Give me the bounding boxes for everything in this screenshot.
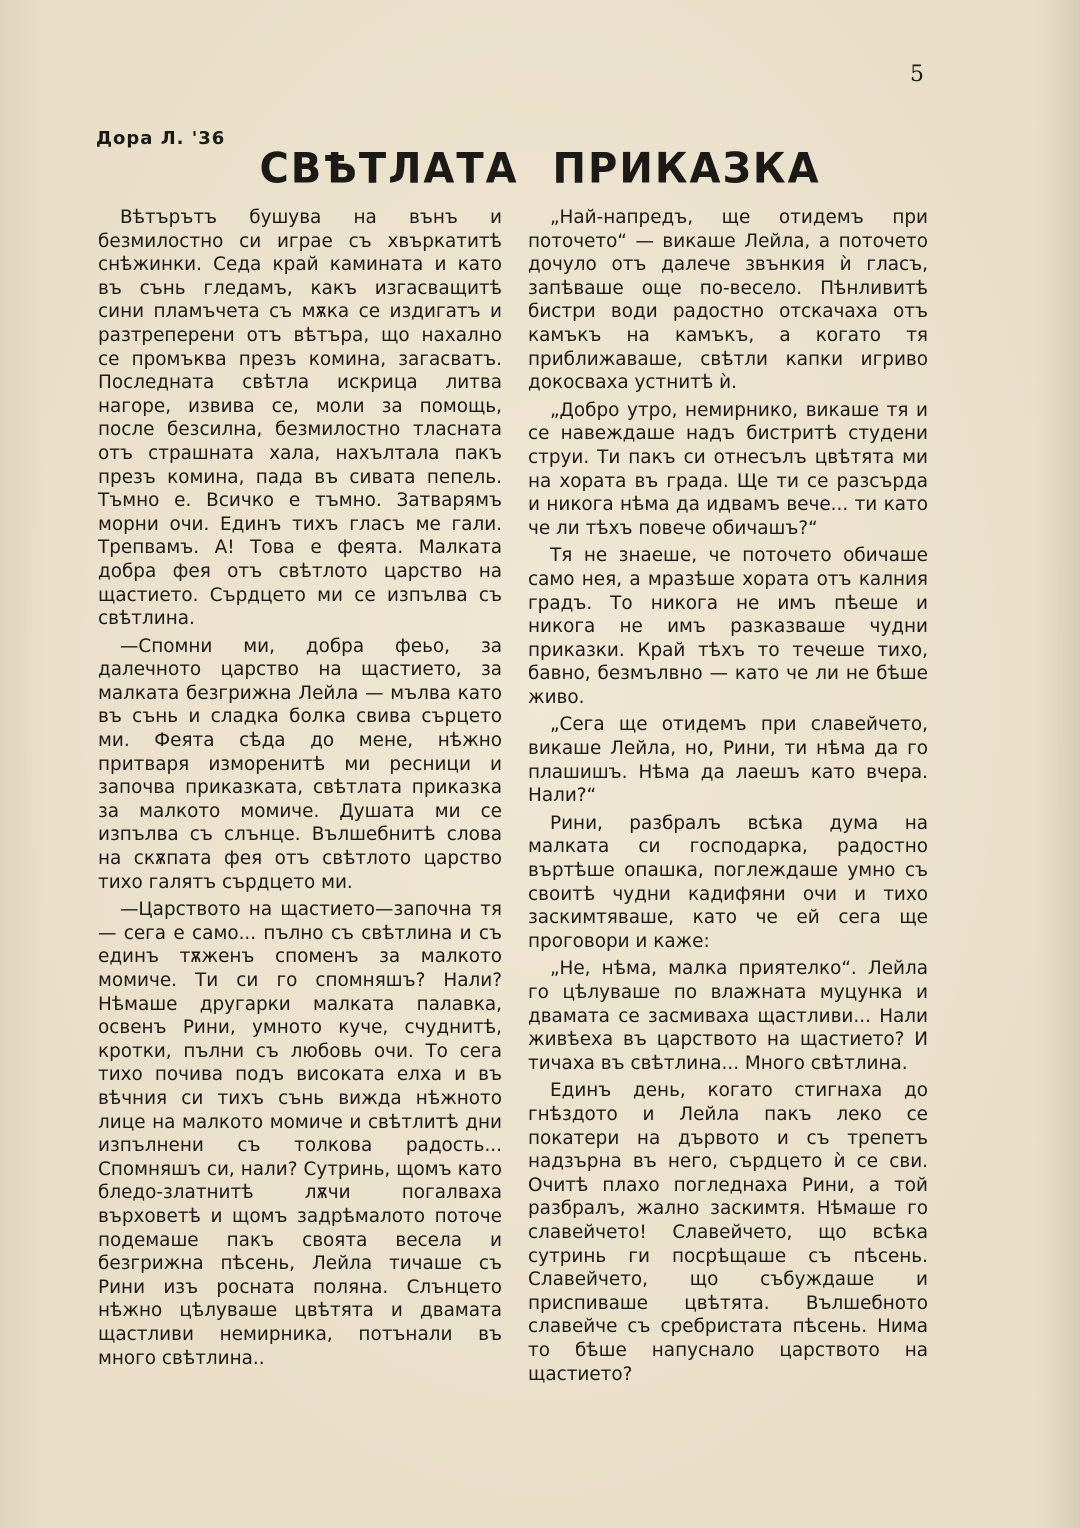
paragraph: „Добро утро, немирнико, викаше тя и се навеждаше надъ бистритѣ студени струи. Ти пакъ си отнесълъ цвѣтята ми на хората въ града. Ще ти се разсърда и никога нѣма да идвамъ вече... ти като че ли тѣхъ повече обичашъ?“ [528,399,928,539]
paragraph: Единъ день, когато стигнаха до гнѣздото и Лейла пакъ леко се покатери на дървото и съ трепетъ надзърна въ него, сърдцето ѝ се сви. Очитѣ плахо погледнаха Рини, а той разбралъ, жално заскимтя. Нѣмаше го славейчето! Славейчето, що всѣка сутринь ги посрѣщаше съ пѣсень. Славейчето, що събуждаше и приспиваше цвѣтята. Вълшебното славейче съ сребристата пѣсень. Нима то бѣше напуснало царството на щастието? [528,1080,928,1385]
story-title: СВѢТЛАТА ПРИКАЗКА [259,144,821,194]
paragraph: „Сега ще отидемъ при славейчето, викаше Лейла, но, Рини, ти нѣма да го плашишъ. Нѣма да лаешъ като вчера. Нали?“ [528,714,928,807]
paragraph: Рини, разбралъ всѣка дума на малката си господарка, радостно въртѣше опашка, поглеждаше умно съ своитѣ чудни кадифяни очи и тихо заскимтяваше, като че ей сега ще проговори и каже: [528,812,928,952]
paragraph: Вѣтърътъ бушува на вънъ и безмилостно си играе съ хвъркатитѣ снѣжинки. Седа край камината и като въ сънь гледамъ, какъ изгасващитѣ сини пламъчета съ мѫка се издигатъ и разтреперени отъ вѣтъра, що нахално се промъква презъ комина, загасватъ. Последната свѣтла искрица литва нагоре, извива се, моли за помощь, после безсилна, безмилостно тласната отъ страшната хала, нахълтала пакъ презъ комина, пада въ сивата пепель. Тъмно е. Всичко е тъмно. Затварямъ морни очи. Единъ тихъ гласъ ме гали. Трепвамъ. А! Това е феята. Малката добра фея отъ свѣтлото царство на щастието. Сърдцето ми се изпълва съ свѣтлина. [98,207,502,630]
paragraph: „Не, нѣма, малка приятелко“. Лейла го цѣлуваше по влажната муцунка и двамата се засмиваха щастливи... Нали живѣеха въ царството на щастието? И тичаха въ свѣтлина... Много свѣтлина. [528,958,928,1074]
paragraph: —Царството на щастието—започна тя — сега е само... пълно съ свѣтлина и съ единъ тѫженъ споменъ за малкото момиче. Ти си го спомняшъ? Нали? Нѣмаше другарки малката палавка, освенъ Рини, умното куче, счуднитѣ, кротки, пълни съ любовь очи. То сега тихо почива подъ високата елха и въ вѣчния си тихъ сънь вижда нѣжното лице на малкото момиче и свѣтлитѣ дни изпълнени съ толкова радость... Спомняшъ си, нали? Сутринь, щомъ като бледо-златнитѣ лѫчи погалваха върховетѣ и щомъ задрѣмалото поточе подемаше пакъ своята весела и безгрижна пѣсень, Лейла тичаше съ Рини изъ росната поляна. Слънцето нѣжно цѣлуваше цвѣтята и двамата щастливи немирника, потънали въ много свѣтлина.. [98,899,502,1369]
paragraph: —Спомни ми, добра феьо, за далечното царство на щастието, за малката безгрижна Лейла — мълва като въ сънь и сладка болка свива сърцето ми. Феята сѣда до мене, нѣжно притваря изморенитѣ ми ресници и започва приказката, свѣтлата приказка за малкото момиче. Душата ми се изпълва съ слънце. Вълшебнитѣ слова на скѫпата фея отъ свѣтлото царство тихо галятъ сърдцето ми. [98,635,502,893]
left-column [98,206,502,1374]
paragraph: „Най-напредъ, ще отидемъ при поточето“ — викаше Лейла, а поточето дочуло отъ далече звънкия ѝ гласъ, запѣваше още по-весело. Пѣнливитѣ бистри води радостно отскачаха отъ камъкъ на камъкъ, а когато тя приближаваше, свѣтли капки игриво докосваха устнитѣ ѝ. [528,207,928,394]
paragraph: Тя не знаеше, че поточето обичаше само нея, а мразѣше хората отъ калния градъ. То никога не имъ пѣеше и никога не имъ разказваше чудни приказки. Край тѣхъ то течеше тихо, бавно, безмълвно — като че ли не бѣше живо. [528,545,928,708]
right-column [528,206,928,1390]
author-byline: Дора Л. '36 [96,128,226,149]
page-number: 5 [910,62,924,87]
